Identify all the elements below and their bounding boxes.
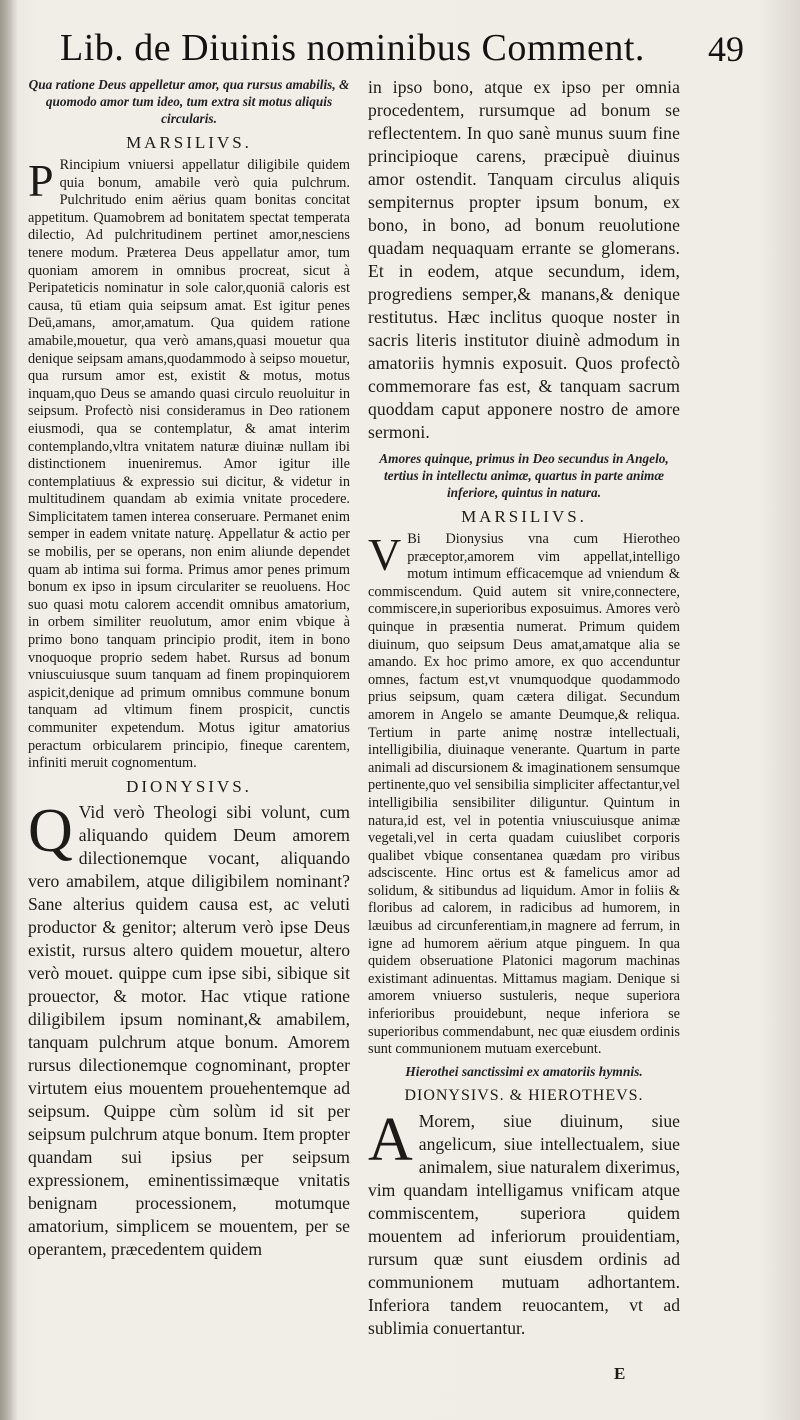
gutter-shadow (0, 0, 18, 1420)
paragraph-text: Rincipium vniuersi appellatur diligibile quidem quia bonum, amabile verò quia pulchrum. Pulchritudo enim aërius quam bonitas concitat appetitum. Quamobrem ad bonitatem spectat temperata dilectio, Ad pulchritudinem pertinet amor,nesciens tenere modum. Præterea Deus appellatur amor, tum quoniam amorem in omnibus procreat, sicut à Peripateticis nominatur in sole calor,quoniā caloris est causa, tū etiam quia seipsum amat. Est igitur penes Deū,amans, amor,amatum. Qua quidem ratione amabile,mouetur, qua verò amans,quasi mouetur qua denique seipsam amans,quodammodo à seipso mouetur, qua rursum amor est, existit & motus, motus inquam,quo Deus se amando quasi circulo reuoluitur in seipsum. Profectò nisi consideramus in Deo rationem eiusmodi, qua se contemplatur, & amat interim contemplando,vltra vnitatem naturæ diuinæ nullam ibi distinctionem inueniremus. Amor igitur ille contemplatiuus & expressio sui dicitur, & videtur in multitudinem quandam ab eximia vnitate procedere. Simplicitatem tamen interea conseruare. Permanet enim semper in eadem vnitate naturę. Appellatur & actio per se mobilis, per se operans, non enim aliunde dependet quam ab intima sui forma. Primus amor penes primum bonum ex ipso in ipsum circulariter se reuoluens. Hoc suo quasi motu calorem accendit omnibus amatorium, in orbem similiter reuolutum, amor enim vbique à primo bono tanquam principio prodit, item in bono vnoquoque proprio sedem habet. Rursus ad bonum vniuscuiusque suum tanquam ad finem propinquiorem aspicit,denique ad primum omnibus commune bonum tanquam ad vltimum finem prospicit, cunctis communiter expetendum. Motus igitur amatorius peractum orbicularem principio, fineque carentem, infiniti meruit cognomentum. (28, 157, 350, 772)
paragraph-text: Vid verò Theologi sibi volunt, cum aliquando quidem Deum amorem dilectionemque vocant, aliquando vero amabilem, atque diligibilem nominant? Sane alterius quidem causa est, ac veluti productor & genitor; alterum verò ipse Deus existit, rursus altero quidem mouetur, altero verò mouet. quippe cum ipse sibi, sibique sit prouector, & motor. Hac vtique ratione diligibilem ipsum nominant,& amabilem, tanquam pulchrum atque bonum. Amorem rursus dilectionemque cognominant, propter virtutem eius mouentem prouehentemque ad seipsum. Quippe cùm solùm id sit per seipsum pulchrum atque bonum. Item propter quandam sui ipsius per seipsum expressionem, eminentissimæque vnitatis benignam processionem, motumque amatorium, simplicem se mouentem, per se operantem, præcedentem quidem (28, 801, 350, 1259)
running-title: Lib. de Diuinis nominibus Comment. (60, 27, 645, 69)
section-heading-marsilius: MARSILIVS. (461, 507, 587, 526)
initial-letter: V (368, 529, 402, 580)
text-paragraph (368, 1105, 680, 1340)
paragraph-text: Morem, siue diuinum, siue angelicum, siue intellectualem, siue animalem, siue naturalem dixerimus, vim quandam intelligamus vnificam atque commiscentem, superiora quidem mouentem ad inferiorum prouidentiam, rursum quæ sunt eiusdem ordinis ad communionem mutuam adhortantem. Inferiora tandem reuocantem, vt ad sublimia conuertantur. (368, 1110, 680, 1338)
signature-mark: E (614, 1364, 626, 1383)
page-number: 49 (708, 29, 744, 69)
commentary-paragraph (28, 157, 350, 773)
section-heading-dionysius: DIONYSIVS. (126, 776, 252, 796)
initial-letter: P (28, 155, 54, 206)
rubric-hierotheus-hymns: Hierothei sanctissimi ex amatoriis hymnis. (405, 1063, 643, 1079)
commentary-paragraph (368, 531, 680, 1059)
right-column (368, 76, 680, 1340)
section-heading-marsilius: MARSILIVS. (126, 133, 252, 152)
section-heading-dionysius-hierotheus: DIONYSIVS. & HIEROTHEVS. (404, 1086, 644, 1104)
left-column (28, 76, 350, 1261)
text-paragraph-continued: in ipso bono, atque ex ipso per omnia procedentem, rursumque ad bonum se reflectentem. In quo sanè munus suum fine principioque carens, præcipuè diuinus amor ostendit. Tanquam circulus aliquis sempiternus propter ipsum bonum, ex bono, in bono, ad bonum reuolutione quadam nequaquam errante se glomerans. Et in eodem, atque secundum, idem, progrediens semper,& manans,& denique restitutus. Hæc inclitus quoque noster in sacris literis institutor diuinè admodum in amatoriis hymnis exposuit. Quos profectò commemorare fas est, & tanquam sacrum quoddam caput apponere nostro de amore sermoni. (368, 77, 680, 442)
running-head (60, 18, 750, 70)
initial-letter: A (368, 1105, 413, 1174)
marginal-rubric-five-loves: Amores quinque, primus in Deo secundus in Angelo, tertius in intellectu animæ, quartus in parte animæ inferiore, quintus in natura. (379, 451, 669, 500)
marginal-rubric-love-circular: Qua ratione Deus appelletur amor, qua rursus amabilis, & quomodo amor tum ideo, tum extra sit motus aliquis circularis. (28, 77, 350, 126)
initial-letter: Q (28, 796, 73, 865)
text-paragraph (28, 796, 350, 1261)
paragraph-text: Bi Dionysius vna cum Hierotheo præceptor,amorem vim appellat,intelligo motum intimum efficacemque ad vniendum & commiscendum. Quid autem sit vnire,connectere, commiscere,in superioribus exposuimus. Amores verò quinque in præsentia numerat. Primum quidem diuinum, quo seipsum Deus amat,amatque alia se amando. Ex hoc primo amore, ex quo accenduntur omnes, factum est,vt vnumquodque quodammodo prius seipsum, quam cætera diligat. Secundum amorem in Angelo se amante Deumque,& reliqua. Tertium in parte animę nostræ intellectuali, intelligibilia, diuinaque venerante. Quartum in parte animali ad discursionem & imaginationem sensumque pertinente,quo vel sensibilia simpliciter affectantur,vel intelligibilia sensibiliter diliguntur. Quintum in natura,id est, vel in potentia vniuscuiusque animæ vegetali,vel in certa quadam cuiuslibet corporis qualibet vbique consentanea quædam pro viribus adsciscente. Hinc ortus est & famelicus amor ad solidum, & sitibundus ad liquidum. Amor in foliis & floribus ad calorem, in radicibus ad humorem, in læuibus ad circunferentiam,in magnere ad ferrum, in igne ad humorem aërium atque pinguem. In qua quidem obseruatione Platonici magorum machinas existimant adinuentas. Mittamus magiam. Denique si amorem vniuerso sustuleris, neque superiora inferioribus prouidebunt, neque inferiora se superioribus commendabunt, nec quæ eiusdem ordinis sunt communionem mutuam exercebunt. (368, 531, 680, 1058)
